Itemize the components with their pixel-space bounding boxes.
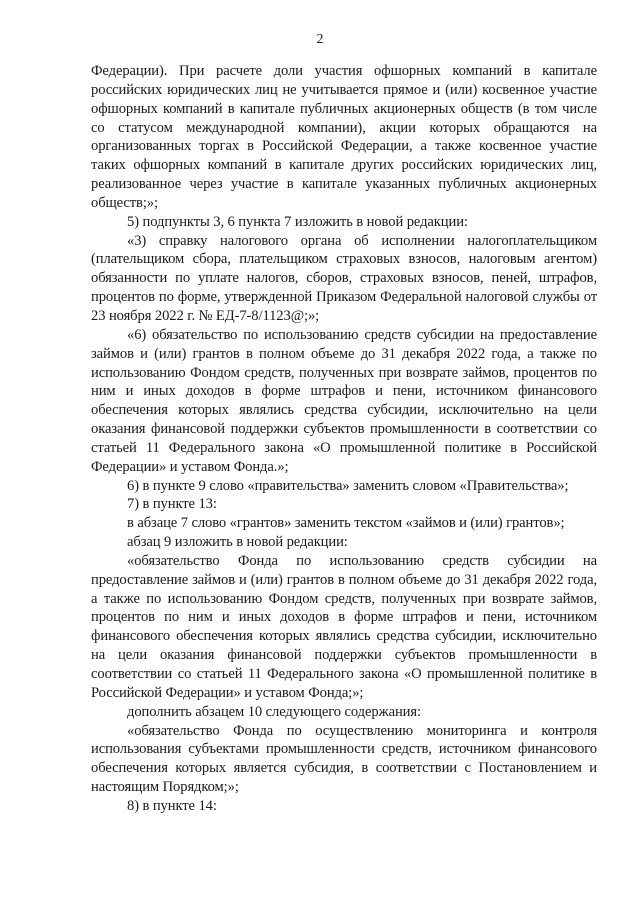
paragraph-offshore-participation: Федерации). При расчете доли участия офшорных компаний в капитале российских юридических лиц не учитывается прямое и (или) косвенное участие офшорных компаний в капитале публичных акционерных обществ (в том числе со статусом международной компании), акции которых обращаются на организованных торгах в Российской Федерации, а также косвенное участие таких офшорных компаний в капитале других российских юридических лиц, реализованное через участие в капитале указанных публичных акционерных обществ;»; [91,63,597,211]
paragraph-item-6: 6) в пункте 9 слово «правительства» заменить словом «Правительства»; [127,477,569,494]
page-number: 2 [316,32,324,47]
paragraph-subsidy-obligation: «6) обязательство по использованию средств субсидии на предоставление займов и (или) грантов в полном объеме до 31 декабря 2022 года, а также по использованию Фондом средств, полученных при возврате займов, процентов по ним и иных доходов в форме штрафов и пени, источником финансового обеспечения которых являлись средства субсидии, исключительно на цели оказания финансовой поддержки субъектов промышленности в соответствии со статьей 11 Федерального закона «О промышленной политике в Российской Федерации» и уставом Фонда.»; [91,326,597,475]
paragraph-fund-obligation: «обязательство Фонда по использованию средств субсидии на предоставление займов и (или) грантов в полном объеме до 31 декабря 2022 года, а также по использованию Фондом средств, полученных при возврате займов, процентов по ним и иных доходов в форме штрафов и пени, источником финансового обеспечения которых являлись средства субсидии, исключительно на цели оказания финансовой поддержки субъектов промышленности в соответствии со статьей 11 Федерального закона «О промышленной политике в Российской Федерации» и уставом Фонда;»; [91,552,597,701]
paragraph-item-8: 8) в пункте 14: [127,797,217,814]
paragraph-tax-certificate: «3) справку налогового органа об исполнении налогоплательщиком (плательщиком сбора, плательщиком страховых взносов, налоговым агентом) обязанности по уплате налогов, сборов, страховых взносов, пеней, штрафов, процентов по форме, утвержденной Приказом Федеральной налоговой службы от 23 ноября 2022 г. № ЕД-7-8/1123@;»; [91,232,597,324]
paragraph-abzac-7: в абзаце 7 слово «грантов» заменить текстом «займов и (или) грантов»; [127,515,565,532]
document-body [91,62,597,816]
paragraph-add-abzac-10: дополнить абзацем 10 следующего содержания: [127,703,421,720]
paragraph-monitoring-obligation: «обязательство Фонда по осуществлению мониторинга и контроля использования субъектами промышленности средств, источником финансового обеспечения которых является субсидия, в соответствии с Постановлением и настоящим Порядком;»; [91,722,597,796]
paragraph-abzac-9: абзац 9 изложить в новой редакции: [127,534,348,551]
paragraph-item-5: 5) подпункты 3, 6 пункта 7 изложить в новой редакции: [127,213,468,230]
paragraph-item-7: 7) в пункте 13: [127,496,217,513]
